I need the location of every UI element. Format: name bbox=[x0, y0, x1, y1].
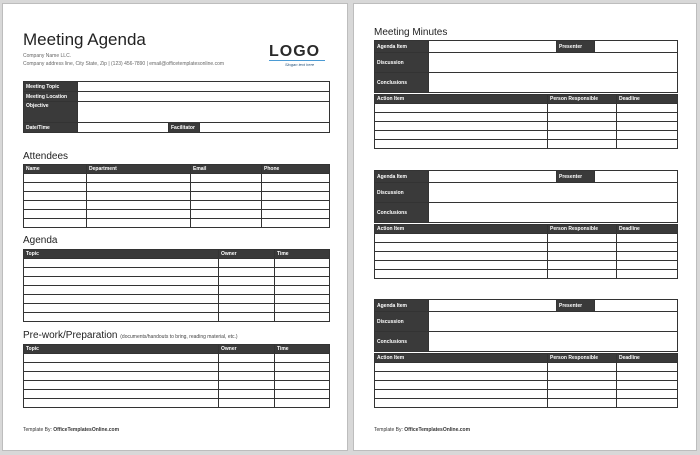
table-row[interactable] bbox=[24, 268, 330, 277]
meeting-topic-field[interactable] bbox=[78, 82, 330, 92]
footer-prefix: Template By: bbox=[374, 427, 403, 433]
table-row[interactable] bbox=[24, 399, 330, 408]
company-logo bbox=[269, 44, 325, 67]
agenda-rows bbox=[24, 259, 330, 322]
col-topic: Topic bbox=[24, 250, 219, 259]
logo-text: LOGO bbox=[269, 43, 321, 60]
table-row[interactable] bbox=[24, 174, 330, 183]
table-row[interactable] bbox=[24, 286, 330, 295]
company-name: Company Name LLC. bbox=[23, 53, 72, 59]
footer bbox=[374, 427, 470, 433]
prework-note: (documents/handouts to bring, reading material, etc.) bbox=[120, 334, 238, 340]
presenter-label: Presenter bbox=[557, 41, 595, 53]
facilitator-label: Facilitator bbox=[169, 123, 200, 133]
table-row[interactable] bbox=[24, 201, 330, 210]
action-items-table bbox=[374, 353, 678, 408]
table-row[interactable] bbox=[24, 192, 330, 201]
table-row[interactable] bbox=[375, 131, 678, 140]
meeting-topic-label: Meeting Topic bbox=[24, 82, 78, 92]
meeting-info-table bbox=[23, 81, 330, 133]
prework-title bbox=[23, 330, 238, 341]
col-person-responsible: Person Responsible bbox=[548, 354, 617, 363]
facilitator-field[interactable] bbox=[200, 123, 330, 133]
table-row[interactable] bbox=[375, 372, 678, 381]
col-owner: Owner bbox=[219, 250, 275, 259]
objective-field[interactable] bbox=[78, 102, 330, 123]
col-deadline: Deadline bbox=[617, 95, 678, 104]
col-time: Time bbox=[275, 345, 330, 354]
col-deadline: Deadline bbox=[617, 225, 678, 234]
conclusions-label: Conclusions bbox=[375, 73, 429, 93]
logo-slogan: Slogan text here bbox=[285, 62, 315, 67]
discussion-field[interactable] bbox=[429, 53, 678, 73]
action-items-table bbox=[374, 224, 678, 279]
table-row[interactable] bbox=[24, 277, 330, 286]
footer bbox=[23, 427, 119, 433]
agenda-page bbox=[2, 3, 348, 451]
logo-underline bbox=[269, 60, 325, 61]
agenda-item-table bbox=[374, 40, 678, 93]
minutes-block bbox=[374, 40, 677, 149]
table-row[interactable] bbox=[375, 122, 678, 131]
col-action-item: Action Item bbox=[375, 95, 548, 104]
action-rows bbox=[375, 363, 678, 408]
page-title: Meeting Agenda bbox=[23, 30, 146, 49]
col-department: Department bbox=[87, 165, 191, 174]
table-row[interactable] bbox=[375, 399, 678, 408]
table-row[interactable] bbox=[375, 234, 678, 243]
col-person-responsible: Person Responsible bbox=[548, 225, 617, 234]
agenda-item-field[interactable] bbox=[429, 171, 557, 183]
table-row[interactable] bbox=[24, 219, 330, 228]
conclusions-field[interactable] bbox=[429, 73, 678, 93]
table-row[interactable] bbox=[24, 381, 330, 390]
agenda-item-label: Agenda Item bbox=[375, 171, 429, 183]
col-phone: Phone bbox=[262, 165, 330, 174]
col-action-item: Action Item bbox=[375, 354, 548, 363]
prework-title-text: Pre-work/Preparation bbox=[23, 330, 118, 341]
presenter-field[interactable] bbox=[595, 171, 678, 183]
col-email: Email bbox=[191, 165, 262, 174]
company-address: Company address line, City State, Zip | (123) 456-7890 | email@officetemplatesonline.com bbox=[23, 61, 225, 67]
agenda-table bbox=[23, 249, 330, 322]
action-items-table bbox=[374, 94, 678, 149]
minutes-page bbox=[353, 3, 697, 451]
col-person-responsible: Person Responsible bbox=[548, 95, 617, 104]
table-row[interactable] bbox=[24, 295, 330, 304]
footer-prefix: Template By: bbox=[23, 427, 52, 433]
table-row[interactable] bbox=[24, 372, 330, 381]
col-deadline: Deadline bbox=[617, 354, 678, 363]
minutes-title: Meeting Minutes bbox=[374, 27, 448, 38]
table-row[interactable] bbox=[24, 354, 330, 363]
action-rows bbox=[375, 234, 678, 279]
col-owner: Owner bbox=[219, 345, 275, 354]
meeting-location-label: Meeting Location bbox=[24, 92, 78, 102]
prework-table bbox=[23, 344, 330, 408]
agenda-item-label: Agenda Item bbox=[375, 300, 429, 312]
agenda-item-field[interactable] bbox=[429, 41, 557, 53]
prework-rows bbox=[24, 354, 330, 408]
minutes-block bbox=[374, 170, 677, 279]
presenter-field[interactable] bbox=[595, 41, 678, 53]
table-row[interactable] bbox=[24, 304, 330, 313]
col-action-item: Action Item bbox=[375, 225, 548, 234]
table-row[interactable] bbox=[24, 259, 330, 268]
agenda-item-field[interactable] bbox=[429, 300, 557, 312]
table-row[interactable] bbox=[375, 113, 678, 122]
presenter-field[interactable] bbox=[595, 300, 678, 312]
col-name: Name bbox=[24, 165, 87, 174]
conclusions-field[interactable] bbox=[429, 203, 678, 223]
col-time: Time bbox=[275, 250, 330, 259]
table-row[interactable] bbox=[375, 390, 678, 399]
agenda-title: Agenda bbox=[23, 235, 58, 246]
table-row[interactable] bbox=[24, 183, 330, 192]
table-row[interactable] bbox=[24, 313, 330, 322]
agenda-item-label: Agenda Item bbox=[375, 41, 429, 53]
date-time-label: Date/Time bbox=[24, 123, 78, 133]
col-topic: Topic bbox=[24, 345, 219, 354]
table-row[interactable] bbox=[24, 210, 330, 219]
attendees-title: Attendees bbox=[23, 151, 69, 162]
presenter-label: Presenter bbox=[557, 171, 595, 183]
footer-site-link[interactable]: OfficeTemplatesOnline.com bbox=[404, 427, 471, 433]
attendees-table bbox=[23, 164, 330, 228]
conclusions-label: Conclusions bbox=[375, 332, 429, 352]
date-time-field[interactable] bbox=[78, 123, 169, 133]
agenda-item-table bbox=[374, 170, 678, 223]
discussion-label: Discussion bbox=[375, 183, 429, 203]
minutes-block bbox=[374, 299, 677, 408]
table-row[interactable] bbox=[24, 363, 330, 372]
table-row[interactable] bbox=[375, 104, 678, 113]
conclusions-field[interactable] bbox=[429, 332, 678, 352]
attendees-rows bbox=[24, 174, 330, 228]
discussion-label: Discussion bbox=[375, 312, 429, 332]
table-row[interactable] bbox=[375, 381, 678, 390]
agenda-item-table bbox=[374, 299, 678, 352]
conclusions-label: Conclusions bbox=[375, 203, 429, 223]
action-rows bbox=[375, 104, 678, 149]
presenter-label: Presenter bbox=[557, 300, 595, 312]
table-row[interactable] bbox=[375, 252, 678, 261]
table-row[interactable] bbox=[375, 261, 678, 270]
discussion-field[interactable] bbox=[429, 312, 678, 332]
table-row[interactable] bbox=[375, 140, 678, 149]
table-row[interactable] bbox=[375, 363, 678, 372]
table-row[interactable] bbox=[24, 390, 330, 399]
table-row[interactable] bbox=[375, 270, 678, 279]
objective-label: Objective bbox=[24, 102, 78, 123]
table-row[interactable] bbox=[375, 243, 678, 252]
discussion-field[interactable] bbox=[429, 183, 678, 203]
discussion-label: Discussion bbox=[375, 53, 429, 73]
meeting-location-field[interactable] bbox=[78, 92, 330, 102]
footer-site-link[interactable]: OfficeTemplatesOnline.com bbox=[53, 427, 120, 433]
